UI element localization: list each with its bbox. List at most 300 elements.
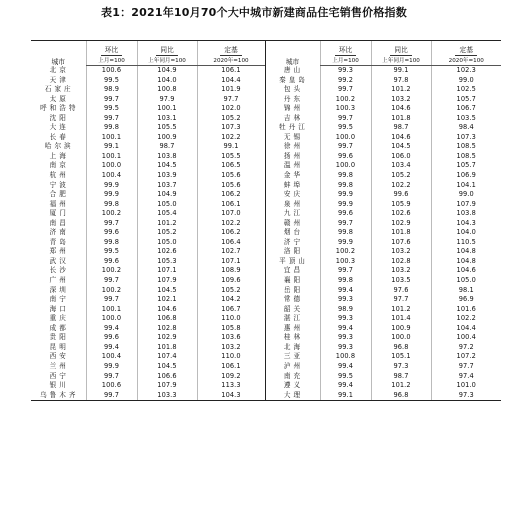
city-cell: 济宁: [265, 238, 320, 248]
fixed-cell: 102.3: [431, 66, 501, 76]
mom-cell: 99.4: [86, 324, 137, 334]
fixed-cell: 99.1: [197, 142, 265, 152]
fixed-cell: 105.0: [431, 276, 501, 286]
yoy-cell: 104.5: [137, 286, 197, 296]
fixed-cell: 104.3: [197, 391, 265, 401]
mom-cell: 99.8: [320, 181, 371, 191]
fixed-cell: 102.5: [431, 85, 501, 95]
fixed-cell: 107.3: [431, 133, 501, 143]
city-cell: 福州: [49, 199, 69, 208]
table-row: [31, 343, 501, 353]
city-cell: 无锡: [265, 133, 320, 143]
city-cell: 常德: [265, 295, 320, 305]
city-cell: 金华: [265, 171, 320, 181]
city-cell: 南充: [265, 372, 320, 382]
yoy-cell: 107.9: [137, 381, 197, 391]
yoy-cell: 102.6: [371, 209, 431, 219]
yoy-cell: 100.9: [371, 324, 431, 334]
city-cell: 重庆: [49, 314, 69, 323]
city-cell: 沈阳: [49, 113, 69, 122]
mom-cell: 99.8: [86, 200, 137, 210]
city-cell: 太原: [49, 94, 69, 103]
table-row: [31, 266, 501, 276]
mom-cell: 99.7: [86, 219, 137, 229]
yoy-cell: 97.8: [371, 76, 431, 86]
mom-cell: 99.9: [320, 200, 371, 210]
yoy-cell: 100.0: [371, 333, 431, 343]
yoy-cell: 105.5: [137, 123, 197, 133]
fixed-cell: 105.7: [431, 95, 501, 105]
mom-cell: 99.8: [320, 171, 371, 181]
yoy-cell: 102.8: [371, 257, 431, 267]
yoy-cell: 105.0: [137, 238, 197, 248]
city-cell: 武汉: [49, 256, 69, 265]
mom-cell: 99.7: [320, 219, 371, 229]
table-row: [31, 142, 501, 152]
yoy-cell: 104.6: [137, 305, 197, 315]
yoy-cell: 100.9: [137, 133, 197, 143]
fixed-base-label: 2020年=100: [197, 56, 265, 66]
mom-cell: 99.7: [86, 95, 137, 105]
city-cell: 石家庄: [44, 85, 74, 94]
yoy-cell: 103.3: [137, 391, 197, 401]
table-row: [31, 66, 501, 76]
table-row: [31, 76, 501, 86]
yoy-cell: 103.5: [371, 276, 431, 286]
yoy-cell: 97.6: [371, 286, 431, 296]
yoy-cell: 106.8: [137, 314, 197, 324]
fixed-cell: 107.3: [197, 123, 265, 133]
city-cell: 牡丹江: [265, 123, 320, 133]
fixed-cell: 102.2: [197, 133, 265, 143]
fixed-cell: 105.6: [197, 181, 265, 191]
city-cell: 烟台: [265, 228, 320, 238]
fixed-cell: 102.7: [197, 247, 265, 257]
city-cell: 锦州: [265, 104, 320, 114]
mom-cell: 98.9: [86, 85, 137, 95]
yoy-cell: 104.5: [137, 362, 197, 372]
city-cell: 合肥: [49, 190, 69, 199]
city-cell: 呼和浩特: [40, 104, 79, 113]
table-body: [31, 66, 501, 401]
yoy-cell: 97.9: [137, 95, 197, 105]
city-cell: 西宁: [49, 371, 69, 380]
table-row: [31, 200, 501, 210]
yoy-cell: 101.2: [371, 305, 431, 315]
mom-cell: 99.8: [86, 123, 137, 133]
mom-cell: 99.8: [320, 228, 371, 238]
yoy-cell: 103.2: [371, 95, 431, 105]
city-cell: 赣州: [265, 219, 320, 229]
fixed-cell: 106.4: [197, 238, 265, 248]
fixed-cell: 97.2: [431, 343, 501, 353]
mom-cell: 100.2: [86, 266, 137, 276]
yoy-cell: 101.4: [371, 314, 431, 324]
yoy-cell: 105.9: [371, 200, 431, 210]
fixed-cell: 106.1: [197, 200, 265, 210]
mom-cell: 99.9: [320, 190, 371, 200]
yoy-cell: 101.8: [371, 228, 431, 238]
fixed-cell: 109.6: [197, 276, 265, 286]
yoy-cell: 105.3: [137, 257, 197, 267]
city-cell: 温州: [265, 161, 320, 171]
mom-cell: 100.3: [320, 104, 371, 114]
mom-cell: 99.6: [320, 209, 371, 219]
city-cell: 兰州: [49, 361, 69, 370]
city-cell: 成都: [49, 323, 69, 332]
table-row: [31, 391, 501, 401]
mom-cell: 99.6: [86, 228, 137, 238]
city-cell: 杭州: [49, 171, 69, 180]
fixed-cell: 101.6: [431, 305, 501, 315]
mom-cell: 100.4: [86, 352, 137, 362]
mom-cell: 100.1: [86, 305, 137, 315]
fixed-cell: 107.2: [431, 352, 501, 362]
table-row: [31, 161, 501, 171]
page-title: 表1：2021年10月70个大中城市新建商品住宅销售价格指数: [101, 6, 407, 19]
fixed-cell: 102.0: [197, 104, 265, 114]
mom-cell: 100.3: [320, 257, 371, 267]
yoy-cell: 107.6: [371, 238, 431, 248]
table-row: [31, 286, 501, 296]
mom-cell: 100.0: [320, 161, 371, 171]
yoy-cell: 97.7: [371, 295, 431, 305]
fixed-cell: 103.5: [431, 114, 501, 124]
table-row: [31, 219, 501, 229]
yoy-cell: 101.2: [371, 85, 431, 95]
fixed-cell: 105.7: [431, 161, 501, 171]
city-cell: 包头: [265, 85, 320, 95]
yoy-cell: 104.9: [137, 66, 197, 76]
mom-cell: 99.7: [86, 114, 137, 124]
mom-cell: 99.4: [320, 286, 371, 296]
city-cell: 安庆: [265, 190, 320, 200]
fixed-cell: 108.5: [431, 152, 501, 162]
fixed-cell: 107.0: [197, 209, 265, 219]
fixed-cell: 98.4: [431, 123, 501, 133]
yoy-cell: 104.5: [371, 142, 431, 152]
yoy-cell: 104.6: [371, 104, 431, 114]
yoy-cell: 101.8: [371, 114, 431, 124]
fixed-cell: 104.1: [431, 181, 501, 191]
mom-cell: 100.2: [86, 286, 137, 296]
yoy-cell: 101.2: [137, 219, 197, 229]
yoy-cell: 99.6: [371, 190, 431, 200]
fixed-cell: 102.2: [431, 314, 501, 324]
fixed-cell: 97.3: [431, 391, 501, 401]
mom-cell: 99.6: [86, 257, 137, 267]
city-cell: 徐州: [265, 142, 320, 152]
fixed-cell: 101.9: [197, 85, 265, 95]
fixed-cell: 104.8: [431, 247, 501, 257]
mom-base-label: 上月=100: [320, 56, 371, 66]
yoy-cell: 103.2: [371, 247, 431, 257]
yoy-cell: 103.2: [371, 266, 431, 276]
mom-cell: 100.0: [86, 314, 137, 324]
yoy-cell: 102.6: [137, 247, 197, 257]
fixed-cell: 105.2: [197, 114, 265, 124]
table-row: [31, 209, 501, 219]
yoy-cell: 105.0: [137, 200, 197, 210]
city-cell: 宜昌: [265, 266, 320, 276]
city-cell: 九江: [265, 209, 320, 219]
yoy-cell: 102.9: [371, 219, 431, 229]
fixed-cell: 105.5: [197, 152, 265, 162]
mom-cell: 99.9: [86, 181, 137, 191]
mom-cell: 99.3: [320, 343, 371, 353]
yoy-cell: 103.9: [137, 171, 197, 181]
table-row: [31, 247, 501, 257]
table-row: [31, 314, 501, 324]
table-row: [31, 362, 501, 372]
yoy-cell: 104.9: [137, 190, 197, 200]
yoy-cell: 105.1: [371, 352, 431, 362]
city-cell: 济南: [49, 228, 69, 237]
fixed-header: 定基: [197, 41, 265, 57]
fixed-cell: 99.0: [431, 190, 501, 200]
mom-header: 环比: [86, 41, 137, 57]
mom-header: 环比: [320, 41, 371, 57]
table-row: [31, 133, 501, 143]
table-row: [31, 104, 501, 114]
table-row: [31, 238, 501, 248]
fixed-header: 定基: [431, 41, 501, 57]
fixed-cell: 107.1: [197, 257, 265, 267]
table-row: [31, 171, 501, 181]
yoy-cell: 105.2: [371, 171, 431, 181]
city-cell: 蚌埠: [265, 181, 320, 191]
city-cell: 洛阳: [265, 247, 320, 257]
yoy-cell: 96.8: [371, 391, 431, 401]
table-row: [31, 114, 501, 124]
header-row: [31, 41, 501, 57]
yoy-cell: 106.6: [137, 372, 197, 382]
table-row: [31, 305, 501, 315]
yoy-cell: 97.3: [371, 362, 431, 372]
mom-cell: 99.5: [86, 247, 137, 257]
fixed-cell: 103.6: [197, 333, 265, 343]
mom-cell: 99.7: [86, 372, 137, 382]
mom-cell: 99.3: [320, 66, 371, 76]
fixed-cell: 102.2: [197, 219, 265, 229]
fixed-cell: 106.7: [197, 305, 265, 315]
yoy-cell: 103.8: [137, 152, 197, 162]
fixed-cell: 106.1: [197, 362, 265, 372]
table-row: [31, 152, 501, 162]
mom-cell: 99.5: [320, 372, 371, 382]
table-row: [31, 333, 501, 343]
fixed-cell: 113.3: [197, 381, 265, 391]
city-cell: 吉林: [265, 114, 320, 124]
city-cell: 昆明: [49, 342, 69, 351]
mom-cell: 99.9: [86, 190, 137, 200]
fixed-cell: 107.9: [431, 200, 501, 210]
city-cell: 北海: [265, 343, 320, 353]
table-row: [31, 257, 501, 267]
yoy-header: 同比: [371, 41, 431, 57]
fixed-cell: 98.1: [431, 286, 501, 296]
city-cell: 南宁: [49, 295, 69, 304]
city-cell: 秦皇岛: [265, 76, 320, 86]
yoy-cell: 102.1: [137, 295, 197, 305]
yoy-cell: 107.4: [137, 352, 197, 362]
mom-cell: 99.1: [320, 391, 371, 401]
mom-cell: 99.3: [320, 333, 371, 343]
fixed-cell: 97.7: [431, 362, 501, 372]
city-cell: 南京: [49, 161, 69, 170]
fixed-cell: 105.2: [197, 286, 265, 296]
yoy-cell: 105.2: [137, 228, 197, 238]
fixed-cell: 103.8: [431, 209, 501, 219]
fixed-cell: 96.9: [431, 295, 501, 305]
mom-cell: 99.5: [86, 104, 137, 114]
mom-cell: 100.2: [320, 95, 371, 105]
city-cell: 遵义: [265, 381, 320, 391]
fixed-cell: 106.2: [197, 190, 265, 200]
fixed-cell: 106.7: [431, 104, 501, 114]
fixed-cell: 104.0: [431, 228, 501, 238]
city-cell: 天津: [49, 75, 69, 84]
yoy-cell: 96.8: [371, 343, 431, 353]
mom-cell: 100.8: [320, 352, 371, 362]
fixed-cell: 105.6: [197, 171, 265, 181]
fixed-cell: 104.4: [431, 324, 501, 334]
mom-cell: 98.9: [320, 305, 371, 315]
city-cell: 厦门: [49, 209, 69, 218]
city-cell: 南昌: [49, 218, 69, 227]
mom-cell: 99.5: [86, 76, 137, 86]
yoy-cell: 105.4: [137, 209, 197, 219]
table-row: [31, 123, 501, 133]
mom-cell: 99.7: [320, 266, 371, 276]
city-cell: 扬州: [265, 152, 320, 162]
mom-cell: 100.2: [86, 209, 137, 219]
city-cell: 上海: [49, 151, 69, 160]
yoy-cell: 98.7: [137, 142, 197, 152]
mom-cell: 99.4: [320, 362, 371, 372]
mom-cell: 99.4: [320, 381, 371, 391]
mom-cell: 100.4: [86, 171, 137, 181]
mom-cell: 99.1: [86, 142, 137, 152]
yoy-cell: 102.2: [371, 181, 431, 191]
mom-cell: 99.6: [86, 333, 137, 343]
city-cell: 惠州: [265, 324, 320, 334]
city-cell: 哈尔滨: [44, 142, 74, 151]
city-cell: 岳阳: [265, 286, 320, 296]
yoy-cell: 106.0: [371, 152, 431, 162]
table-row: [31, 372, 501, 382]
yoy-cell: 104.6: [371, 133, 431, 143]
fixed-cell: 104.3: [431, 219, 501, 229]
yoy-cell: 107.9: [137, 276, 197, 286]
table-row: [31, 85, 501, 95]
city-cell: 深圳: [49, 285, 69, 294]
mom-cell: 99.2: [320, 76, 371, 86]
city-cell: 韶关: [265, 305, 320, 315]
yoy-cell: 103.7: [137, 181, 197, 191]
fixed-cell: 108.5: [431, 142, 501, 152]
table-row: [31, 228, 501, 238]
table-row: [31, 295, 501, 305]
city-cell: 湛江: [265, 314, 320, 324]
city-cell: 平顶山: [265, 257, 320, 267]
city-cell: 泉州: [265, 200, 320, 210]
yoy-cell: 104.5: [137, 161, 197, 171]
city-cell: 大理: [265, 391, 320, 401]
city-cell: 泸州: [265, 362, 320, 372]
yoy-cell: 102.9: [137, 333, 197, 343]
mom-cell: 99.7: [86, 276, 137, 286]
table-row: [31, 381, 501, 391]
fixed-cell: 101.0: [431, 381, 501, 391]
city-header: 城市: [265, 41, 320, 66]
mom-cell: 99.3: [320, 295, 371, 305]
mom-cell: 100.0: [320, 133, 371, 143]
mom-cell: 99.7: [320, 142, 371, 152]
yoy-cell: 101.8: [137, 343, 197, 353]
city-cell: 襄阳: [265, 276, 320, 286]
fixed-cell: 106.5: [197, 161, 265, 171]
city-cell: 乌鲁木齐: [31, 391, 86, 401]
fixed-cell: 97.4: [431, 372, 501, 382]
city-cell: 三亚: [265, 352, 320, 362]
fixed-cell: 108.9: [197, 266, 265, 276]
mom-cell: 99.5: [320, 123, 371, 133]
yoy-cell: 103.4: [371, 161, 431, 171]
fixed-cell: 104.6: [431, 266, 501, 276]
city-cell: 长春: [49, 132, 69, 141]
city-cell: 丹东: [265, 95, 320, 105]
fixed-cell: 97.7: [197, 95, 265, 105]
table-row: [31, 95, 501, 105]
fixed-cell: 104.8: [431, 257, 501, 267]
fixed-base-label: 2020年=100: [431, 56, 501, 66]
mom-cell: 99.4: [86, 343, 137, 353]
mom-cell: 100.2: [320, 247, 371, 257]
yoy-cell: 103.1: [137, 114, 197, 124]
city-cell: 海口: [49, 304, 69, 313]
city-cell: 西安: [49, 352, 69, 361]
fixed-cell: 104.2: [197, 295, 265, 305]
mom-cell: 99.9: [86, 362, 137, 372]
mom-cell: 99.7: [86, 295, 137, 305]
city-cell: 郑州: [49, 247, 69, 256]
fixed-cell: 110.5: [431, 238, 501, 248]
fixed-cell: 110.0: [197, 352, 265, 362]
mom-cell: 99.8: [320, 276, 371, 286]
fixed-cell: 106.9: [431, 171, 501, 181]
mom-cell: 100.6: [86, 381, 137, 391]
fixed-cell: 106.1: [197, 66, 265, 76]
mom-cell: 99.7: [320, 85, 371, 95]
fixed-cell: 110.0: [197, 314, 265, 324]
yoy-cell: 99.1: [371, 66, 431, 76]
mom-cell: 100.1: [86, 133, 137, 143]
table-row: [31, 352, 501, 362]
mom-cell: 99.9: [320, 238, 371, 248]
mom-cell: 99.8: [86, 238, 137, 248]
fixed-cell: 105.8: [197, 324, 265, 334]
fixed-cell: 106.2: [197, 228, 265, 238]
mom-cell: 100.1: [86, 152, 137, 162]
city-cell: 唐山: [265, 66, 320, 76]
fixed-cell: 104.4: [197, 76, 265, 86]
yoy-cell: 100.8: [137, 85, 197, 95]
city-cell: 广州: [49, 276, 69, 285]
mom-cell: 99.4: [320, 324, 371, 334]
table-row: [31, 324, 501, 334]
yoy-cell: 107.1: [137, 266, 197, 276]
